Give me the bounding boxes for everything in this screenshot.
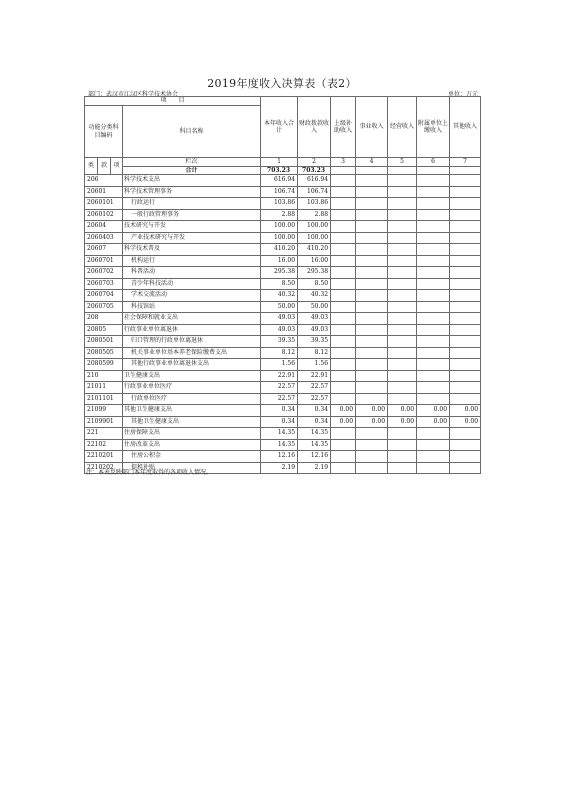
row-value-2: 8.12 bbox=[298, 347, 331, 359]
row-code: 2109901 bbox=[85, 416, 123, 428]
row-value-7 bbox=[450, 451, 481, 463]
row-code: 206 bbox=[85, 175, 123, 187]
row-code: 2060101 bbox=[85, 198, 123, 210]
row-value-3 bbox=[331, 382, 356, 394]
row-value-2: 14.35 bbox=[298, 428, 331, 440]
table-row bbox=[85, 313, 481, 325]
row-value-7 bbox=[450, 370, 481, 382]
col-number-5: 5 bbox=[388, 158, 417, 167]
table-row bbox=[85, 359, 481, 371]
row-value-1: 616.94 bbox=[261, 175, 298, 187]
table-title: 2019年度收入决算表（表2） bbox=[207, 77, 357, 90]
col-number-3: 3 bbox=[331, 158, 356, 167]
row-value-3 bbox=[331, 347, 356, 359]
table-row bbox=[85, 382, 481, 394]
row-code: 2080501 bbox=[85, 336, 123, 348]
row-value-1: 22.57 bbox=[261, 382, 298, 394]
row-value-6 bbox=[417, 301, 450, 313]
row-value-4 bbox=[356, 198, 388, 210]
row-value-2: 2.88 bbox=[298, 209, 331, 221]
table-row bbox=[85, 255, 481, 267]
row-value-3 bbox=[331, 221, 356, 233]
row-value-3 bbox=[331, 462, 356, 474]
row-value-5 bbox=[388, 336, 417, 348]
row-value-5 bbox=[388, 301, 417, 313]
col-number-2: 2 bbox=[298, 158, 331, 167]
row-value-5: 0.00 bbox=[388, 416, 417, 428]
row-name: 机构运行 bbox=[123, 255, 261, 267]
row-value-6 bbox=[417, 221, 450, 233]
row-code: 20805 bbox=[85, 324, 123, 336]
row-value-1: 100.00 bbox=[261, 221, 298, 233]
row-name: 行政单位医疗 bbox=[123, 393, 261, 405]
table-row bbox=[85, 428, 481, 440]
row-value-3 bbox=[331, 393, 356, 405]
row-value-7 bbox=[450, 382, 481, 394]
row-code: 2060704 bbox=[85, 290, 123, 302]
row-value-4 bbox=[356, 439, 388, 451]
row-value-4 bbox=[356, 428, 388, 440]
col-header-7: 其他收入 bbox=[450, 97, 481, 158]
row-value-5 bbox=[388, 393, 417, 405]
row-value-5 bbox=[388, 209, 417, 221]
row-value-6 bbox=[417, 324, 450, 336]
row-value-4 bbox=[356, 244, 388, 256]
row-code: 2080599 bbox=[85, 359, 123, 371]
row-name: 提租补贴 bbox=[123, 462, 261, 474]
row-value-1: 22.91 bbox=[261, 370, 298, 382]
row-value-7: 0.00 bbox=[450, 405, 481, 417]
row-code: 2060102 bbox=[85, 209, 123, 221]
row-name: 社会保障和就业支出 bbox=[123, 313, 261, 325]
row-value-4 bbox=[356, 290, 388, 302]
row-value-4: 0.00 bbox=[356, 416, 388, 428]
table-row bbox=[85, 198, 481, 210]
row-name: 青少年科技活动 bbox=[123, 278, 261, 290]
table-note: 注：本表反映部门本年度取得的各项收入情况。 bbox=[86, 469, 213, 476]
row-value-3 bbox=[331, 370, 356, 382]
unit-label: 单位：万元 bbox=[447, 91, 478, 98]
row-value-4 bbox=[356, 278, 388, 290]
col-header-1: 本年收入合计 bbox=[261, 97, 298, 158]
row-value-6 bbox=[417, 393, 450, 405]
row-value-1: 2.88 bbox=[261, 209, 298, 221]
row-code: 210 bbox=[85, 370, 123, 382]
row-value-4 bbox=[356, 232, 388, 244]
row-value-2: 22.91 bbox=[298, 370, 331, 382]
total-value-6 bbox=[417, 166, 450, 175]
kuan-header: 类 bbox=[85, 158, 98, 175]
row-value-1: 100.00 bbox=[261, 232, 298, 244]
row-value-2: 49.03 bbox=[298, 313, 331, 325]
table-row bbox=[85, 370, 481, 382]
col-header-6: 附属单位上缴收入 bbox=[417, 97, 450, 158]
row-name: 科学技术管理事务 bbox=[123, 186, 261, 198]
row-value-5 bbox=[388, 232, 417, 244]
row-value-2: 106.74 bbox=[298, 186, 331, 198]
row-value-6 bbox=[417, 267, 450, 279]
col-number-6: 6 bbox=[417, 158, 450, 167]
row-value-1: 14.35 bbox=[261, 439, 298, 451]
row-name: 行政事业单位医疗 bbox=[123, 382, 261, 394]
row-value-4 bbox=[356, 221, 388, 233]
row-value-5 bbox=[388, 359, 417, 371]
row-value-2: 14.35 bbox=[298, 439, 331, 451]
row-value-7 bbox=[450, 462, 481, 474]
row-code: 208 bbox=[85, 313, 123, 325]
col-header-3: 上级补助收入 bbox=[331, 97, 356, 158]
table-row bbox=[85, 186, 481, 198]
row-value-5 bbox=[388, 439, 417, 451]
row-name: 其他卫生健康支出 bbox=[123, 416, 261, 428]
row-value-2: 410.20 bbox=[298, 244, 331, 256]
row-value-6 bbox=[417, 175, 450, 187]
row-name: 科技馆站 bbox=[123, 301, 261, 313]
table-row bbox=[85, 290, 481, 302]
row-value-6 bbox=[417, 232, 450, 244]
row-value-4 bbox=[356, 347, 388, 359]
col-header-2: 财政拨款收入 bbox=[298, 97, 331, 158]
col-number-4: 4 bbox=[356, 158, 388, 167]
row-value-7 bbox=[450, 244, 481, 256]
row-value-3 bbox=[331, 290, 356, 302]
row-value-3 bbox=[331, 451, 356, 463]
row-name: 科学技术支出 bbox=[123, 175, 261, 187]
row-value-1: 49.03 bbox=[261, 313, 298, 325]
row-value-6 bbox=[417, 290, 450, 302]
row-code: 2210202 bbox=[85, 462, 123, 474]
row-value-2: 8.50 bbox=[298, 278, 331, 290]
project-header: 项 目 bbox=[85, 97, 261, 106]
table-row bbox=[85, 324, 481, 336]
row-value-1: 39.35 bbox=[261, 336, 298, 348]
row-value-3 bbox=[331, 428, 356, 440]
total-label: 合计 bbox=[123, 166, 261, 175]
row-value-5 bbox=[388, 186, 417, 198]
row-value-7 bbox=[450, 324, 481, 336]
row-value-4 bbox=[356, 301, 388, 313]
row-value-3 bbox=[331, 313, 356, 325]
lan-ci-label: 栏次 bbox=[123, 158, 261, 167]
row-value-4 bbox=[356, 451, 388, 463]
table-row bbox=[85, 336, 481, 348]
row-value-5 bbox=[388, 198, 417, 210]
department-label: 部门：武汉市江汉区科学技术协会 bbox=[88, 91, 179, 98]
row-value-7 bbox=[450, 232, 481, 244]
item-name-header: 科目名称 bbox=[123, 106, 261, 158]
col-number-1: 1 bbox=[261, 158, 298, 167]
row-value-7 bbox=[450, 393, 481, 405]
xiang-header: 项 bbox=[111, 158, 123, 175]
row-value-3 bbox=[331, 198, 356, 210]
row-value-3 bbox=[331, 175, 356, 187]
row-value-2: 100.00 bbox=[298, 221, 331, 233]
row-value-5 bbox=[388, 278, 417, 290]
row-value-1: 49.03 bbox=[261, 324, 298, 336]
table-row bbox=[85, 301, 481, 313]
row-name: 科普活动 bbox=[123, 267, 261, 279]
row-value-5 bbox=[388, 267, 417, 279]
table-row bbox=[85, 278, 481, 290]
row-value-2: 50.00 bbox=[298, 301, 331, 313]
row-value-7 bbox=[450, 175, 481, 187]
row-value-5 bbox=[388, 347, 417, 359]
total-value-2: 703.23 bbox=[298, 166, 331, 175]
table-row bbox=[85, 232, 481, 244]
row-value-3 bbox=[331, 278, 356, 290]
row-value-3 bbox=[331, 359, 356, 371]
col-header-5: 经营收入 bbox=[388, 97, 417, 158]
income-table bbox=[84, 96, 481, 474]
row-value-6 bbox=[417, 336, 450, 348]
row-value-5 bbox=[388, 428, 417, 440]
row-value-6 bbox=[417, 209, 450, 221]
row-value-6 bbox=[417, 244, 450, 256]
row-value-6 bbox=[417, 347, 450, 359]
row-code: 20601 bbox=[85, 186, 123, 198]
row-code: 2101101 bbox=[85, 393, 123, 405]
row-value-2: 0.34 bbox=[298, 416, 331, 428]
row-value-6 bbox=[417, 462, 450, 474]
row-value-1: 16.00 bbox=[261, 255, 298, 267]
row-value-4 bbox=[356, 370, 388, 382]
row-value-6 bbox=[417, 255, 450, 267]
row-value-3: 0.00 bbox=[331, 405, 356, 417]
row-value-6: 0.00 bbox=[417, 405, 450, 417]
total-value-3 bbox=[331, 166, 356, 175]
row-value-5 bbox=[388, 324, 417, 336]
row-code: 20607 bbox=[85, 244, 123, 256]
row-name: 机关事业单位基本养老保险缴费支出 bbox=[123, 347, 261, 359]
row-value-4 bbox=[356, 393, 388, 405]
row-name: 行政事业单位离退休 bbox=[123, 324, 261, 336]
table-row bbox=[85, 393, 481, 405]
row-value-7 bbox=[450, 255, 481, 267]
row-name: 归口管理的行政单位离退休 bbox=[123, 336, 261, 348]
col-number-7: 7 bbox=[450, 158, 481, 167]
row-value-2: 12.16 bbox=[298, 451, 331, 463]
row-value-6 bbox=[417, 428, 450, 440]
row-code: 22102 bbox=[85, 439, 123, 451]
row-value-6 bbox=[417, 439, 450, 451]
row-value-7 bbox=[450, 347, 481, 359]
row-value-2: 22.57 bbox=[298, 393, 331, 405]
row-name: 行政运行 bbox=[123, 198, 261, 210]
row-value-1: 410.20 bbox=[261, 244, 298, 256]
row-value-3 bbox=[331, 244, 356, 256]
row-value-4 bbox=[356, 186, 388, 198]
row-value-1: 14.35 bbox=[261, 428, 298, 440]
row-value-7 bbox=[450, 221, 481, 233]
total-value-7 bbox=[450, 166, 481, 175]
row-value-1: 12.16 bbox=[261, 451, 298, 463]
total-value-1: 703.23 bbox=[261, 166, 298, 175]
shu-header: 款 bbox=[98, 158, 111, 175]
row-value-2: 100.00 bbox=[298, 232, 331, 244]
row-value-5 bbox=[388, 462, 417, 474]
row-value-2: 616.94 bbox=[298, 175, 331, 187]
row-value-1: 2.19 bbox=[261, 462, 298, 474]
row-value-4 bbox=[356, 359, 388, 371]
row-value-3 bbox=[331, 336, 356, 348]
row-value-1: 103.86 bbox=[261, 198, 298, 210]
row-value-2: 49.03 bbox=[298, 324, 331, 336]
row-value-1: 106.74 bbox=[261, 186, 298, 198]
total-value-4 bbox=[356, 166, 388, 175]
row-value-6 bbox=[417, 451, 450, 463]
row-name: 技术研究与开发 bbox=[123, 221, 261, 233]
row-value-7 bbox=[450, 278, 481, 290]
row-value-7 bbox=[450, 198, 481, 210]
row-value-3 bbox=[331, 255, 356, 267]
table-row bbox=[85, 439, 481, 451]
row-value-5 bbox=[388, 244, 417, 256]
row-value-5 bbox=[388, 451, 417, 463]
row-name: 住房公积金 bbox=[123, 451, 261, 463]
col-header-4: 事业收入 bbox=[356, 97, 388, 158]
row-value-3 bbox=[331, 209, 356, 221]
row-value-6 bbox=[417, 278, 450, 290]
row-value-4 bbox=[356, 462, 388, 474]
row-code: 21011 bbox=[85, 382, 123, 394]
row-value-5: 0.00 bbox=[388, 405, 417, 417]
row-name: 产业技术研究与开发 bbox=[123, 232, 261, 244]
income-table-sheet bbox=[84, 71, 480, 479]
row-value-6 bbox=[417, 382, 450, 394]
row-value-2: 103.86 bbox=[298, 198, 331, 210]
table-row bbox=[85, 267, 481, 279]
row-value-1: 1.56 bbox=[261, 359, 298, 371]
row-value-3 bbox=[331, 439, 356, 451]
row-value-7 bbox=[450, 359, 481, 371]
row-name: 其他行政事业单位离退休支出 bbox=[123, 359, 261, 371]
row-value-2: 295.38 bbox=[298, 267, 331, 279]
row-value-5 bbox=[388, 221, 417, 233]
row-value-4 bbox=[356, 209, 388, 221]
row-value-1: 8.12 bbox=[261, 347, 298, 359]
row-value-1: 50.00 bbox=[261, 301, 298, 313]
row-value-2: 0.34 bbox=[298, 405, 331, 417]
row-value-6 bbox=[417, 313, 450, 325]
row-value-7 bbox=[450, 209, 481, 221]
row-value-2: 16.00 bbox=[298, 255, 331, 267]
row-value-5 bbox=[388, 290, 417, 302]
row-value-7 bbox=[450, 186, 481, 198]
row-name: 住房改革支出 bbox=[123, 439, 261, 451]
row-name: 学术交流活动 bbox=[123, 290, 261, 302]
table-row bbox=[85, 405, 481, 417]
row-value-1: 295.38 bbox=[261, 267, 298, 279]
row-value-1: 8.50 bbox=[261, 278, 298, 290]
row-value-4 bbox=[356, 324, 388, 336]
table-row bbox=[85, 347, 481, 359]
row-value-3 bbox=[331, 267, 356, 279]
row-value-7 bbox=[450, 313, 481, 325]
row-value-6 bbox=[417, 359, 450, 371]
row-code: 2060703 bbox=[85, 278, 123, 290]
row-value-1: 0.34 bbox=[261, 416, 298, 428]
row-value-5 bbox=[388, 255, 417, 267]
row-code: 2080505 bbox=[85, 347, 123, 359]
row-code: 221 bbox=[85, 428, 123, 440]
row-value-5 bbox=[388, 175, 417, 187]
row-code: 2060702 bbox=[85, 267, 123, 279]
table-row bbox=[85, 244, 481, 256]
row-value-5 bbox=[388, 370, 417, 382]
row-value-1: 22.57 bbox=[261, 393, 298, 405]
table-body bbox=[85, 175, 481, 474]
row-code: 2060403 bbox=[85, 232, 123, 244]
row-name: 科学技术普及 bbox=[123, 244, 261, 256]
row-code: 21099 bbox=[85, 405, 123, 417]
row-value-5 bbox=[388, 382, 417, 394]
row-value-7 bbox=[450, 439, 481, 451]
row-value-2: 1.56 bbox=[298, 359, 331, 371]
row-name: 其他卫生健康支出 bbox=[123, 405, 261, 417]
table-row bbox=[85, 451, 481, 463]
row-value-3: 0.00 bbox=[331, 416, 356, 428]
row-value-4 bbox=[356, 255, 388, 267]
row-value-3 bbox=[331, 232, 356, 244]
row-value-2: 39.35 bbox=[298, 336, 331, 348]
row-value-7: 0.00 bbox=[450, 416, 481, 428]
row-value-7 bbox=[450, 301, 481, 313]
func-code-header: 功能分类科目编码 bbox=[85, 106, 123, 158]
row-code: 20604 bbox=[85, 221, 123, 233]
row-name: 一般行政管理事务 bbox=[123, 209, 261, 221]
row-value-4: 0.00 bbox=[356, 405, 388, 417]
row-name: 住房保障支出 bbox=[123, 428, 261, 440]
row-value-3 bbox=[331, 186, 356, 198]
row-value-7 bbox=[450, 267, 481, 279]
row-code: 2060701 bbox=[85, 255, 123, 267]
row-value-2: 2.19 bbox=[298, 462, 331, 474]
row-value-4 bbox=[356, 336, 388, 348]
row-value-7 bbox=[450, 290, 481, 302]
row-value-3 bbox=[331, 301, 356, 313]
row-value-1: 0.34 bbox=[261, 405, 298, 417]
table-row bbox=[85, 221, 481, 233]
row-value-6 bbox=[417, 370, 450, 382]
row-value-6: 0.00 bbox=[417, 416, 450, 428]
row-value-2: 22.57 bbox=[298, 382, 331, 394]
row-value-6 bbox=[417, 186, 450, 198]
row-value-3 bbox=[331, 324, 356, 336]
table-row bbox=[85, 416, 481, 428]
row-value-7 bbox=[450, 428, 481, 440]
row-value-4 bbox=[356, 382, 388, 394]
table-row bbox=[85, 209, 481, 221]
row-value-4 bbox=[356, 313, 388, 325]
row-value-4 bbox=[356, 175, 388, 187]
row-value-5 bbox=[388, 313, 417, 325]
row-code: 2210201 bbox=[85, 451, 123, 463]
row-code: 2060705 bbox=[85, 301, 123, 313]
row-name: 卫生健康支出 bbox=[123, 370, 261, 382]
row-value-6 bbox=[417, 198, 450, 210]
row-value-7 bbox=[450, 336, 481, 348]
row-value-1: 40.32 bbox=[261, 290, 298, 302]
total-value-5 bbox=[388, 166, 417, 175]
row-value-4 bbox=[356, 267, 388, 279]
table-row bbox=[85, 175, 481, 187]
row-value-2: 40.32 bbox=[298, 290, 331, 302]
